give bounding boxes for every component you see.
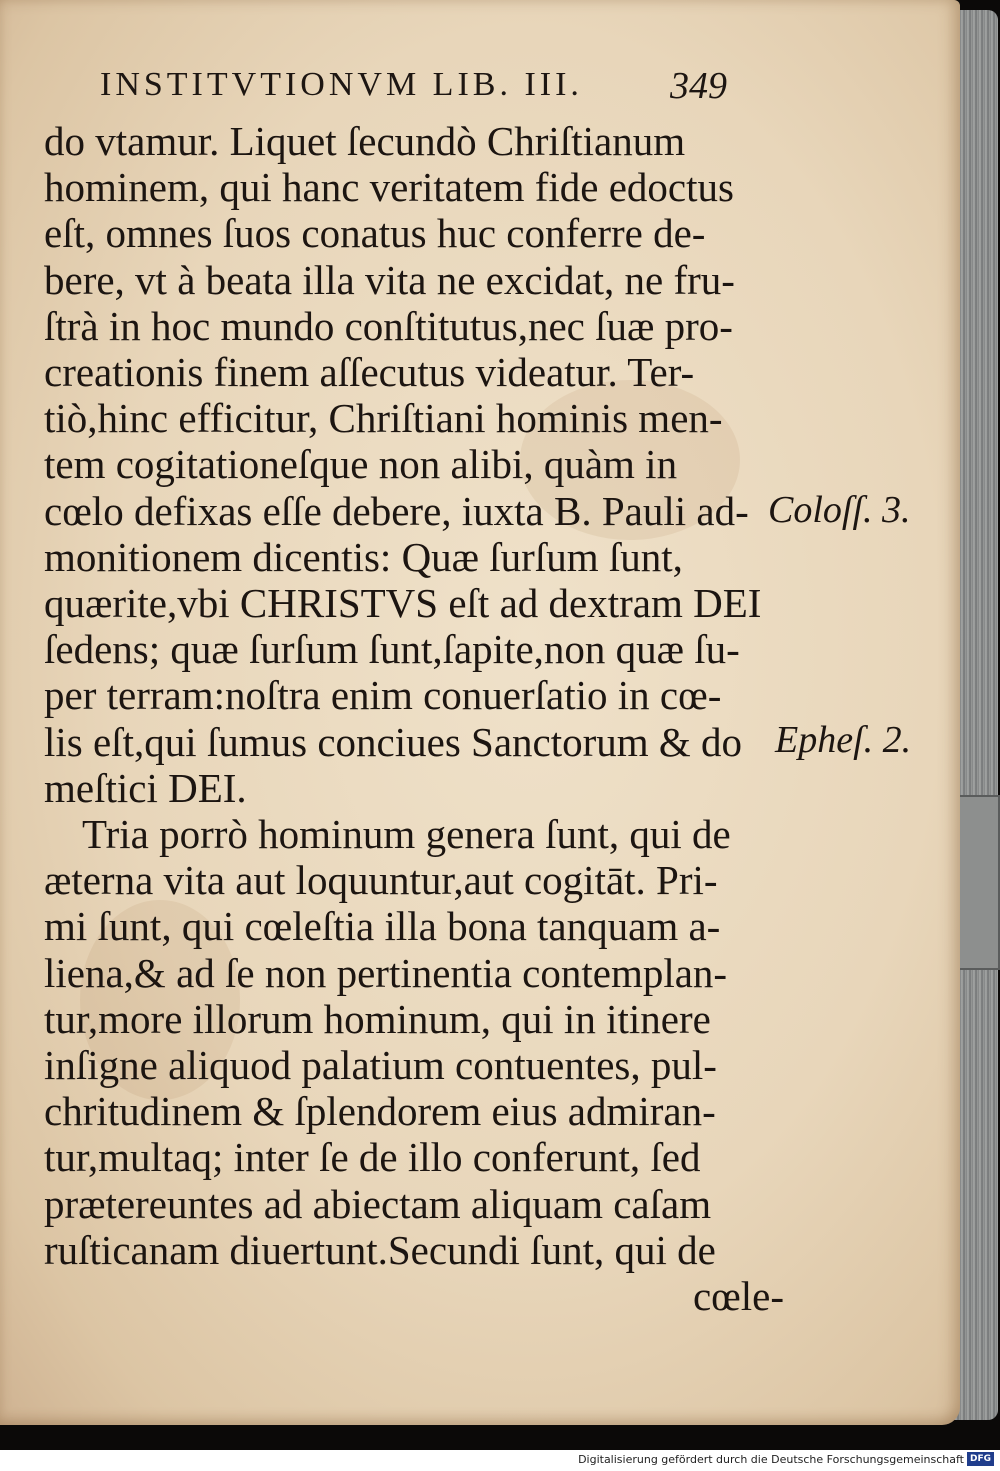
text-line: cœlo defixas eſſe debere, iuxta B. Pauli ad- xyxy=(44,487,749,534)
text-line: liena,& ad ſe non pertinentia contemplan- xyxy=(44,949,728,996)
text-line: creationis finem aſſecutus videatur. Ter- xyxy=(44,349,695,396)
text-line: tiò,hinc efficitur, Chriſtiani hominis men- xyxy=(44,395,723,442)
text-line: æterna vita aut loquuntur,aut cogitāt. Pri- xyxy=(44,857,718,904)
text-line: lis eſt,qui ſumus conciues Sanctorum & do xyxy=(44,718,743,765)
text-line: inſigne aliquod palatium contuentes, pul- xyxy=(44,1042,717,1089)
marginal-note-ephesians: Epheſ. 2. xyxy=(775,719,912,761)
dfg-logo: DFG xyxy=(967,1452,994,1466)
page-number: 349 xyxy=(670,65,727,107)
text-line: do vtamur. Liquet ſecundò Chriſtianum xyxy=(44,118,686,164)
text-line: hominem, qui hanc veritatem fide edoctus xyxy=(44,164,734,211)
text-line: meſtici DEI. xyxy=(44,764,247,811)
text-line: prætereuntes ad abiectam aliquam caſam xyxy=(44,1180,712,1227)
footer-credit: Digitalisierung gefördert durch die Deutsche Forschungsgemeinschaft xyxy=(578,1453,964,1466)
text-line: ruſticanam diuertunt.Secundi ſunt, qui de xyxy=(44,1226,716,1273)
text-line: ſedens; quæ ſurſum ſunt,ſapite,non quæ ſu- xyxy=(44,626,740,673)
text-line: ſtrà in hoc mundo conſtitutus,nec ſuæ pro- xyxy=(44,302,733,349)
text-line: eſt, omnes ſuos conatus huc conferre de- xyxy=(44,210,706,257)
text-line: mi ſunt, qui cœleſtia illa bona tanquam a- xyxy=(44,903,721,950)
text-line: quærite,vbi CHRISTVS eſt ad dextram DEI xyxy=(44,580,762,627)
text-line: tur,more illorum hominum, qui in itinere xyxy=(44,995,711,1042)
catchword: cœle- xyxy=(692,1273,784,1320)
text-line: bere, vt à beata illa vita ne excidat, ne fru- xyxy=(44,256,735,303)
text-line: chritudinem & ſplendorem eius admiran- xyxy=(44,1088,716,1135)
body-text xyxy=(44,118,784,1319)
text-line: monitionem dicentis: Quæ ſurſum ſunt, xyxy=(44,533,683,580)
marginal-note-colossians: Coloſſ. 3. xyxy=(768,489,911,531)
running-head: INSTITVTIONVM LIB. III. xyxy=(100,66,583,103)
text-line: tur,multaq; inter ſe de illo conferunt, ſed xyxy=(44,1134,701,1181)
text-line: tem cogitationeſque non alibi, quàm in xyxy=(44,441,678,488)
text-line: Tria porrò hominum genera ſunt, qui de xyxy=(82,811,731,858)
text-line: per terram:noſtra enim conuerſatio in cœ- xyxy=(44,672,722,719)
